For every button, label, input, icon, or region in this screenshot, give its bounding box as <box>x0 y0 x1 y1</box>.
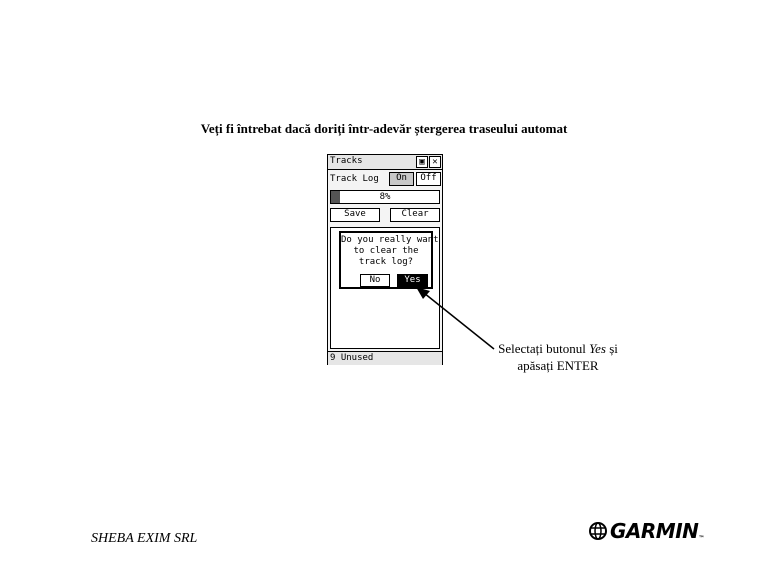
callout-post: și <box>605 341 618 356</box>
callout-line-1 <box>478 340 638 357</box>
window-title: Tracks <box>330 156 363 166</box>
logo-text: GARMIN <box>610 519 699 543</box>
track-log-on-button[interactable]: On <box>389 172 414 186</box>
callout-yes: Yes <box>589 341 606 356</box>
minimize-icon[interactable]: ▣ <box>416 156 428 168</box>
callout-line-2: apăsați ENTER <box>517 358 599 373</box>
track-log-off-button[interactable]: Off <box>416 172 441 186</box>
dialog-no-button[interactable]: No <box>360 274 390 287</box>
callout-text <box>478 340 638 374</box>
company-name: SHEBA EXIM SRL <box>91 531 198 546</box>
save-button[interactable]: Save <box>330 208 380 222</box>
garmin-logo <box>588 519 704 543</box>
dialog-yes-button[interactable]: Yes <box>397 274 428 287</box>
slide-title: Veți fi întrebat dacă doriți într-adevăr ștergerea traseului automat <box>200 121 568 136</box>
globe-icon <box>588 521 608 541</box>
close-icon[interactable]: ✕ <box>429 156 441 168</box>
dialog-line-1: Do you really want <box>341 235 439 245</box>
logo-trademark: ™ <box>698 535 704 542</box>
dialog-line-2: to clear the <box>353 246 419 256</box>
callout-pre: Selectați butonul <box>498 341 590 356</box>
progress-percent: 8% <box>379 192 391 202</box>
track-log-label: Track Log <box>330 174 379 184</box>
status-text: 9 Unused <box>330 353 374 363</box>
arrow-head <box>416 287 430 299</box>
clear-button[interactable]: Clear <box>390 208 440 222</box>
dialog-line-3: track log? <box>358 257 414 267</box>
